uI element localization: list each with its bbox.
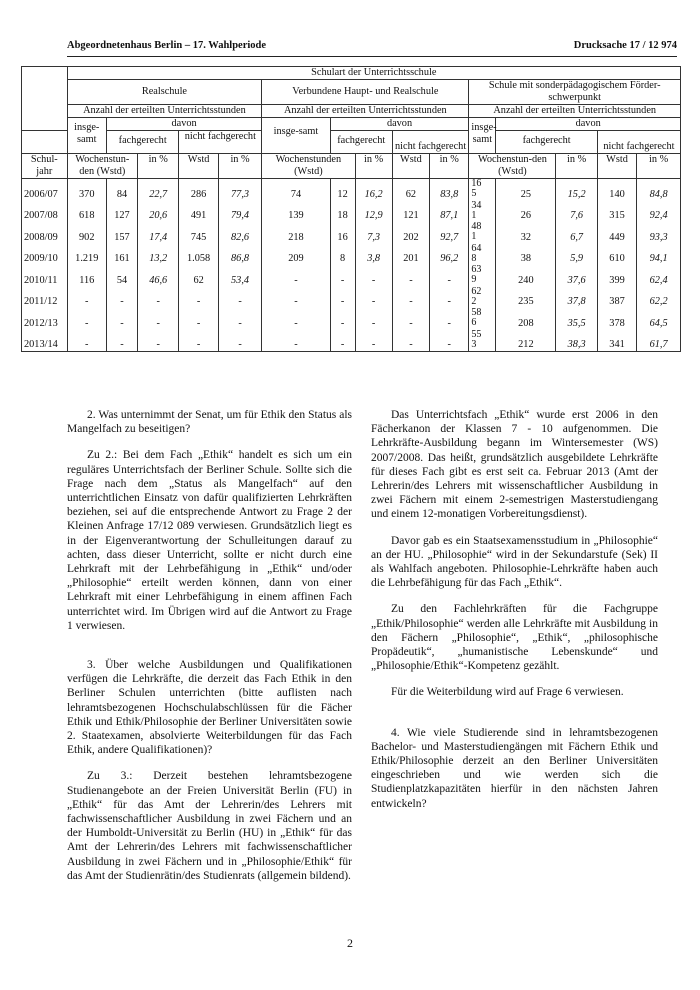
table-cell: 37,6 — [556, 265, 597, 287]
table-cell: 16 — [330, 222, 355, 244]
table-cell: - — [262, 265, 330, 287]
table-cell: 62 — [392, 179, 429, 201]
table-row — [22, 244, 681, 266]
right-para-2: Davor gab es ein Staatsexamensstudium in „Philosophie“ an der HU. „Philosophie“ wird in der Sekundarstufe (Sek) II als Wahlfach angeboten. Philosophie-Lehrkräfte haben auch die Lehrbefähigung für das Fach „Ethik“. — [371, 534, 658, 590]
table-cell: 209 — [262, 244, 330, 266]
table-cell: - — [138, 330, 179, 352]
table-cell: 63 9 — [469, 265, 496, 287]
table-cell: 37,8 — [556, 287, 597, 309]
school-year-cell: 2013/14 — [22, 330, 68, 352]
table-cell: - — [218, 287, 262, 309]
table-cell: 286 — [179, 179, 218, 201]
table-cell: 127 — [106, 201, 137, 223]
table-row — [22, 201, 681, 223]
wochenstunden-1: Wochenstun-den (Wstd) — [67, 154, 137, 179]
table-cell: 399 — [597, 265, 636, 287]
table-cell: 387 — [597, 287, 636, 309]
table-cell: - — [330, 308, 355, 330]
table-cell: 116 — [67, 265, 106, 287]
table-row — [22, 330, 681, 352]
table-cell: - — [262, 308, 330, 330]
table-cell: - — [67, 330, 106, 352]
table-row — [22, 179, 681, 201]
table-cell: 22,7 — [138, 179, 179, 201]
table-cell: 139 — [262, 201, 330, 223]
left-column — [67, 408, 352, 883]
table-cell: - — [106, 330, 137, 352]
table-cell: 93,3 — [637, 222, 681, 244]
table-cell: 96,2 — [430, 244, 469, 266]
table-cell: - — [355, 287, 392, 309]
table-cell: - — [179, 287, 218, 309]
table-corner — [22, 67, 68, 131]
table-cell: 17,4 — [138, 222, 179, 244]
table-cell: 87,1 — [430, 201, 469, 223]
table-cell: 6,7 — [556, 222, 597, 244]
table-cell: - — [330, 265, 355, 287]
table-cell: 18 — [330, 201, 355, 223]
in-pct-2: in % — [218, 154, 262, 179]
school-year-cell: 2012/13 — [22, 308, 68, 330]
table-cell: 5,9 — [556, 244, 597, 266]
header-realschule: Realschule — [67, 80, 262, 105]
table-cell: 62 — [179, 265, 218, 287]
table-top-header: Schulart der Unterrichtsschule — [67, 67, 680, 80]
fachgerecht-3: fachgerecht — [496, 131, 598, 154]
table-row — [22, 222, 681, 244]
table-cell: 83,8 — [430, 179, 469, 201]
wochenstunden-3: Wochenstun-den (Wstd) — [469, 154, 556, 179]
answer-3: Zu 3.: Derzeit bestehen lehramtsbezogene Studienangebote an der Freien Universität Berlin (FU) in „Ethik“ für das Amt der Lehrerin/des Lehrers mit fachwissenschaftlicher Ausbildung in zwei Fächern und an der Humboldt-Universität zu Berlin (HU) in „Ethik“ für das Amt der Lehrerin/des Lehrers mit fachwissenschaftlicher Ausbildung in zwei Fächern und in „Philosophie/Ethik“ für das Amt der Studienrätin/des Studienrats (allgemein bildend). — [67, 770, 352, 882]
nicht-fachgerecht-1: nicht fachgerecht — [179, 131, 262, 154]
table-cell: 16,2 — [355, 179, 392, 201]
table-cell: 1.219 — [67, 244, 106, 266]
table-cell: 3,8 — [355, 244, 392, 266]
davon-2: davon — [330, 118, 469, 131]
question-4: 4. Wie viele Studierende sind in lehramtsbezogenen Bachelor- und Masterstudiengängen mit Fächern Ethik und Ethik/Philosophie derzeit an den Berliner Universitäten eingeschrieben und wie werden sich die Studienplatzkapazitäten hierfür in den nächsten Jahren entwickeln? — [371, 726, 658, 810]
header-left: Abgeordnetenhaus Berlin – 17. Wahlperiode — [67, 40, 267, 51]
table-cell: 12 — [330, 179, 355, 201]
table-cell: 140 — [597, 179, 636, 201]
wstd-1: Wstd — [179, 154, 218, 179]
table-cell: - — [355, 265, 392, 287]
table-cell: 34 1 — [469, 201, 496, 223]
table-cell: - — [179, 308, 218, 330]
table-body — [22, 179, 681, 352]
table-cell: - — [179, 330, 218, 352]
insgesamt-1: insge-samt — [67, 118, 106, 154]
table-cell: 7,6 — [556, 201, 597, 223]
table-cell: 92,4 — [637, 201, 681, 223]
answer-2: Zu 2.: Bei dem Fach „Ethik“ handelt es sich um ein reguläres Unterrichtsfach der Berliner Schule. Sollte sich die Frage nach dem „Status als Mangelfach“ auf den unterrichtlichen Einsatz von dafür qualifizierten Lehrkräften beziehen, sei auf die entsprechende Antwort zu Frage 2 der Kleinen Anfrage 17/12 089 verwiesen. Grundsätzlich liegt es in der Eigenverantwortung der Schulleitungen darauf zu achten, dass dieser Unterricht, sollte er nicht durch eine Lehrkraft mit der Lehrbefähigung in „Ethik“ und/oder „Philosophie“ erteilt werden können, dann von einer Lehrkraft mit einer Lehrbefähigung in einem affinen Fach unterrichtet wird. Im Übrigen wird auf die Antwort zu Frage 1 verwiesen. — [67, 449, 352, 632]
table-cell: - — [262, 287, 330, 309]
table-cell: 38 — [496, 244, 556, 266]
table-cell: - — [430, 287, 469, 309]
table-cell: - — [355, 330, 392, 352]
table-cell: 94,1 — [637, 244, 681, 266]
table-cell: 315 — [597, 201, 636, 223]
table-cell: 35,5 — [556, 308, 597, 330]
page-number: 2 — [347, 936, 353, 950]
count-label-1: Anzahl der erteilten Unterrichtsstunden — [67, 105, 262, 118]
table-cell: 491 — [179, 201, 218, 223]
nicht-fachgerecht-3: nicht fachgerecht — [597, 131, 680, 154]
table-cell: 84,8 — [637, 179, 681, 201]
table-cell: - — [106, 308, 137, 330]
table-cell: 341 — [597, 330, 636, 352]
table-cell: 32 — [496, 222, 556, 244]
insgesamt-3: insge-samt — [469, 118, 496, 154]
table-cell: - — [430, 308, 469, 330]
table-cell: - — [67, 308, 106, 330]
wstd-3: Wstd — [597, 154, 636, 179]
wstd-2: Wstd — [392, 154, 429, 179]
in-pct-5: in % — [556, 154, 597, 179]
header-sonderpaed: Schule mit sonderpädagogischem Förder-schwerpunkt — [469, 80, 681, 105]
table-cell: 240 — [496, 265, 556, 287]
school-year-cell: 2011/12 — [22, 287, 68, 309]
table-cell: 62 2 — [469, 287, 496, 309]
count-label-3: Anzahl der erteilten Unterrichtsstunden — [469, 105, 681, 118]
table-cell: 74 — [262, 179, 330, 201]
table-cell: - — [392, 287, 429, 309]
table-cell: - — [392, 330, 429, 352]
school-year-cell: 2010/11 — [22, 265, 68, 287]
table-cell: 449 — [597, 222, 636, 244]
table-row — [22, 308, 681, 330]
header-right: Drucksache 17 / 12 974 — [573, 40, 677, 51]
question-2: 2. Was unternimmt der Senat, um für Ethik den Status als Mangelfach zu beseitigen? — [67, 409, 352, 436]
right-para-3: Zu den Fachlehrkräften für die Fachgruppe „Ethik/Philosophie“ werden alle Lehrkräfte mit Ausbildung in den Fächern „Philosophie“, „Ethik“, „philosophische Propädeutik“, „humanistische Lebenskunde“ und „Philosophie/Ethik“-Kompetenz gezählt. — [371, 603, 658, 673]
table-cell: 82,6 — [218, 222, 262, 244]
table-cell: 618 — [67, 201, 106, 223]
table-cell: 902 — [67, 222, 106, 244]
table-cell: 378 — [597, 308, 636, 330]
table-cell: 1.058 — [179, 244, 218, 266]
nicht-fachgerecht-2: nicht fachgerecht — [392, 131, 469, 154]
table-cell: 745 — [179, 222, 218, 244]
table-cell: 20,6 — [138, 201, 179, 223]
wochenstunden-2: Wochenstunden (Wstd) — [262, 154, 355, 179]
table-cell: 58 6 — [469, 308, 496, 330]
table-cell: 201 — [392, 244, 429, 266]
school-year-cell: 2008/09 — [22, 222, 68, 244]
insgesamt-2: insge-samt — [262, 118, 330, 154]
table-cell: - — [430, 265, 469, 287]
table-cell: - — [67, 287, 106, 309]
table-cell: - — [218, 330, 262, 352]
table-cell: - — [138, 308, 179, 330]
table-cell: 16 5 — [469, 179, 496, 201]
count-label-2: Anzahl der erteilten Unterrichtsstunden — [262, 105, 469, 118]
table-cell: 202 — [392, 222, 429, 244]
table-cell: 92,7 — [430, 222, 469, 244]
davon-1: davon — [106, 118, 261, 131]
in-pct-4: in % — [430, 154, 469, 179]
table-cell: 157 — [106, 222, 137, 244]
table-row — [22, 287, 681, 309]
fachgerecht-2: fachgerecht — [330, 131, 392, 154]
schuljahr-header: Schul-jahr — [22, 154, 68, 179]
table-cell: 61,7 — [637, 330, 681, 352]
in-pct-3: in % — [355, 154, 392, 179]
table-cell: 161 — [106, 244, 137, 266]
table-cell: - — [262, 330, 330, 352]
table-cell: 55 3 — [469, 330, 496, 352]
table-cell: 79,4 — [218, 201, 262, 223]
fachgerecht-1: fachgerecht — [106, 131, 178, 154]
table-cell: 64,5 — [637, 308, 681, 330]
table-cell: 7,3 — [355, 222, 392, 244]
table-cell: 84 — [106, 179, 137, 201]
table-cell: 610 — [597, 244, 636, 266]
table-cell: 13,2 — [138, 244, 179, 266]
right-para-1: Das Unterrichtsfach „Ethik“ wurde erst 2006 in den Fächerkanon der Klassen 7 - 10 aufgenommen. Die Lehrkräfte-Ausbildung begann im Wintersemester (WS) 2007/2008. Das heißt, grundsätzlich ausgebildete Lehrkräfte für dieses Fach gibt es erst seit ca. Februar 2013 (Amt der Lehrerin/des Lehrers mit wissenschaftlicher Ausbildung in zwei Fächern mit einem 2-semestrigen Masterstudiengang und einem 12-monatigen Vorbereitungsdienst). — [371, 409, 658, 521]
table-cell: 53,4 — [218, 265, 262, 287]
header-rule — [67, 56, 677, 57]
in-pct-6: in % — [637, 154, 681, 179]
table-row — [22, 265, 681, 287]
table-cell: - — [138, 287, 179, 309]
statistics-table — [21, 66, 681, 352]
table-cell: 212 — [496, 330, 556, 352]
table-cell: 8 — [330, 244, 355, 266]
table-cell: 12,9 — [355, 201, 392, 223]
table-cell: - — [392, 308, 429, 330]
table-cell: - — [392, 265, 429, 287]
table-cell: 370 — [67, 179, 106, 201]
question-3: 3. Über welche Ausbildungen und Qualifikationen verfügen die Lehrkräfte, die derzeit das Fach Ethik in den Berliner Schulen unterrichten (bitte auflisten nach lehramtsbezogenen Hochschulabschlüssen für die Fächer Ethik und Ethik/Philosophie der Berliner Universitäten sowie 2. Staatexamen, absolvierte Weiterbildungen für das Fach Ethik, andere Qualifikationen)? — [67, 659, 352, 757]
table-cell: 64 8 — [469, 244, 496, 266]
table-cell: - — [330, 287, 355, 309]
table-cell: 15,2 — [556, 179, 597, 201]
table-cell: 121 — [392, 201, 429, 223]
table-cell: 218 — [262, 222, 330, 244]
school-year-cell: 2009/10 — [22, 244, 68, 266]
table-cell: - — [430, 330, 469, 352]
table-cell: 62,2 — [637, 287, 681, 309]
table-cell: 208 — [496, 308, 556, 330]
table-cell: 77,3 — [218, 179, 262, 201]
table-cell: - — [330, 330, 355, 352]
table-cell: - — [106, 287, 137, 309]
right-para-4: Für die Weiterbildung wird auf Frage 6 verwiesen. — [391, 686, 624, 699]
table-cell: 86,8 — [218, 244, 262, 266]
table-cell: 54 — [106, 265, 137, 287]
table-cell: - — [218, 308, 262, 330]
table-cell: 46,6 — [138, 265, 179, 287]
page-header — [67, 40, 677, 56]
davon-3: davon — [496, 118, 681, 131]
table-cell: 62,4 — [637, 265, 681, 287]
table-cell: 25 — [496, 179, 556, 201]
table-cell: - — [355, 308, 392, 330]
table-cell: 26 — [496, 201, 556, 223]
table-cell: 38,3 — [556, 330, 597, 352]
header-verbundene: Verbundene Haupt- und Realschule — [262, 80, 469, 105]
table-cell: 48 1 — [469, 222, 496, 244]
school-year-cell: 2006/07 — [22, 179, 68, 201]
right-column — [371, 408, 658, 811]
table-cell: 235 — [496, 287, 556, 309]
in-pct-1: in % — [138, 154, 179, 179]
school-year-cell: 2007/08 — [22, 201, 68, 223]
